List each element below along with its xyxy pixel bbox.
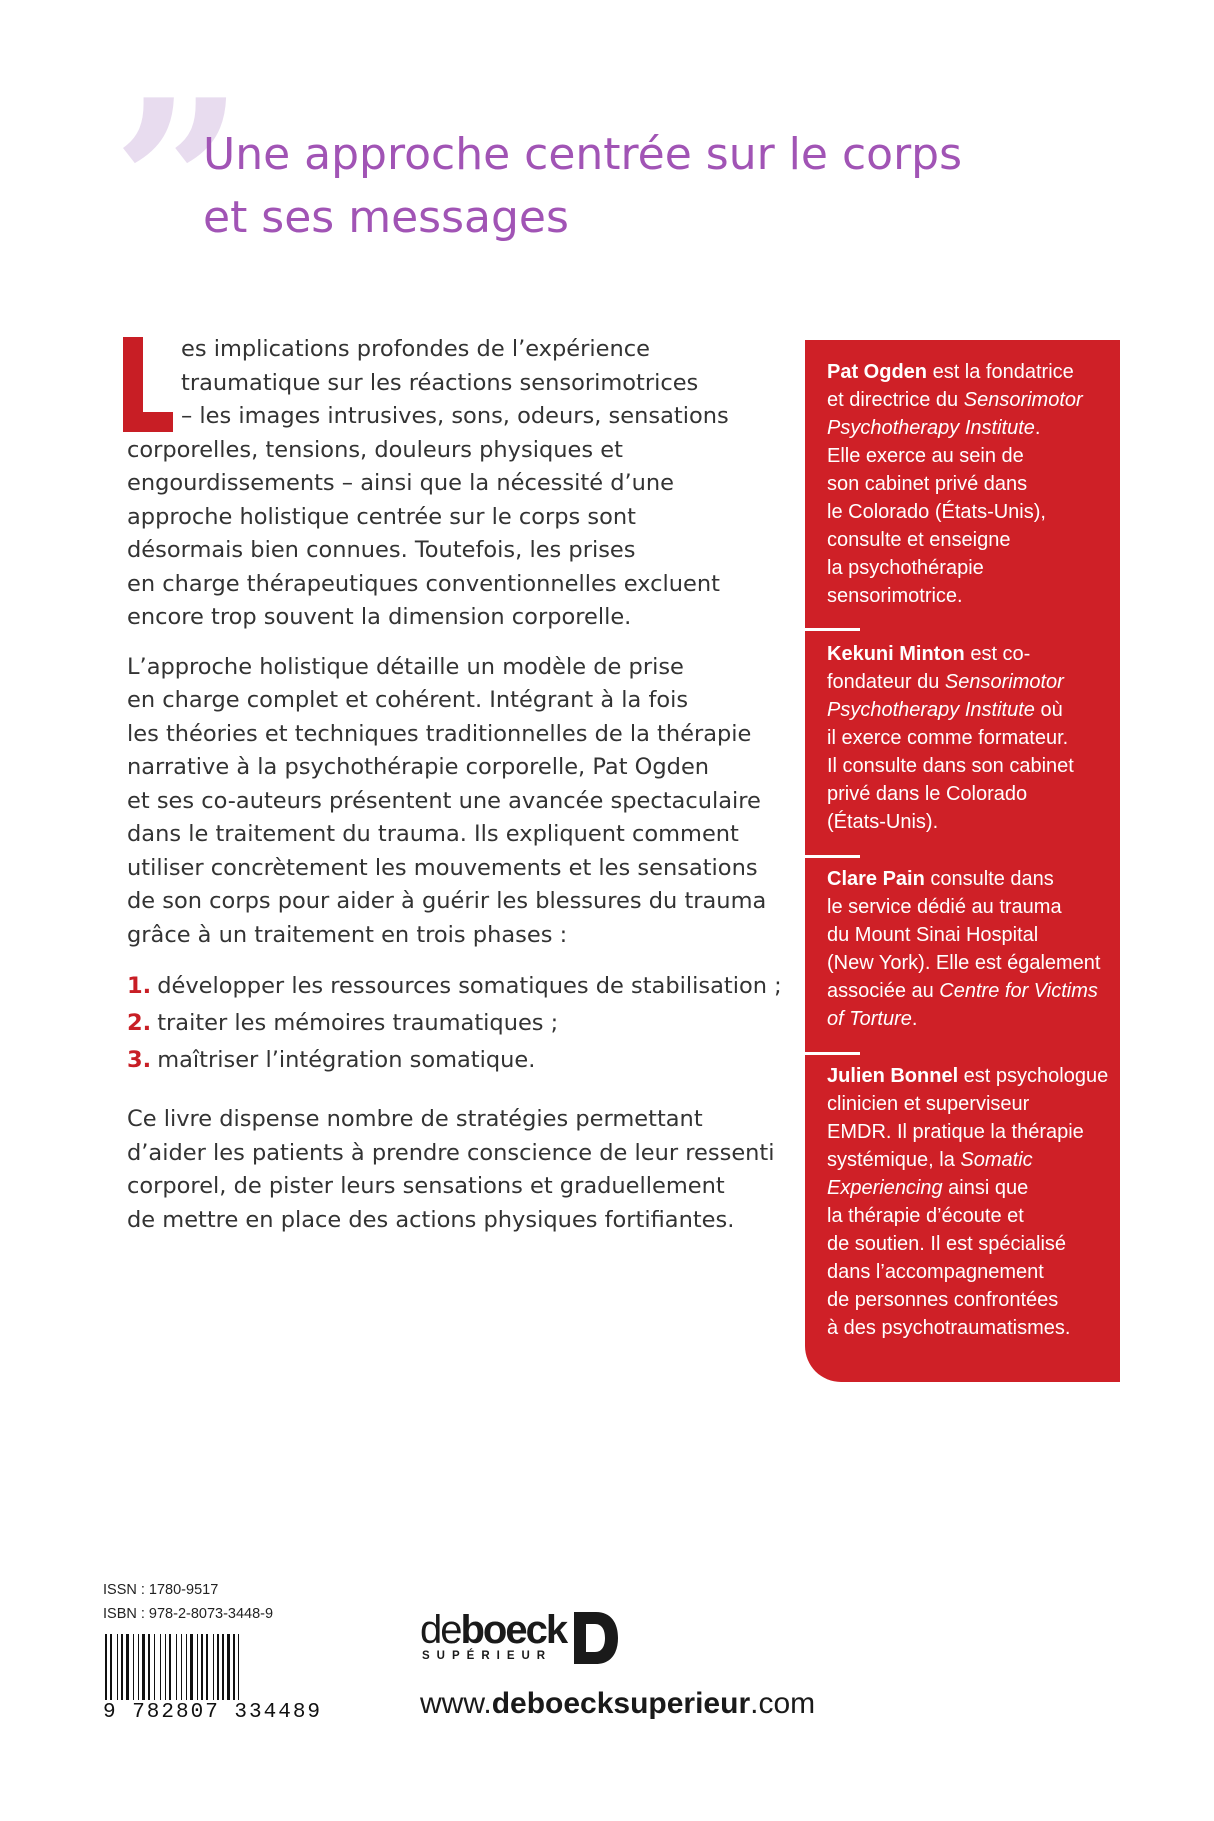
text-line: Ce livre dispense nombre de stratégies permettant <box>127 1106 703 1132</box>
bio-text: il exerce comme formateur. <box>827 727 1069 749</box>
bio-italic: Somatic <box>960 1149 1033 1171</box>
text-line: les théories et techniques traditionnelles de la thérapie <box>127 720 752 747</box>
text-line: de mettre en place des actions physiques fortifiantes. <box>127 1206 735 1233</box>
bio-text: la psychothérapie <box>827 557 984 579</box>
bio-text: EMDR. Il pratique la thérapie <box>827 1121 1084 1143</box>
paragraph-3 <box>127 1103 775 1237</box>
text-line: désormais bien connues. Toutefois, les prises <box>127 537 636 563</box>
web-prefix: www. <box>420 1687 492 1720</box>
divider <box>805 1052 860 1055</box>
barcode-bar <box>142 1634 145 1700</box>
bio-text: fondateur du <box>827 671 945 693</box>
web-domain: deboecksuperieur <box>491 1687 751 1720</box>
barcode-bar <box>201 1634 203 1700</box>
text-line: encore trop souvent la dimension corporelle. <box>127 604 632 630</box>
barcode-bar <box>217 1634 219 1700</box>
bio-text: de soutien. Il est spécialisé <box>827 1233 1067 1255</box>
bio-text: est la fondatrice <box>927 361 1074 383</box>
dropcap-l-icon <box>123 337 173 432</box>
barcode-bar <box>197 1634 198 1700</box>
divider <box>805 628 860 631</box>
text-line: engourdissements – ainsi que la nécessité d’une <box>127 470 674 496</box>
text-line: de son corps pour aider à guérir les blessures du trauma <box>127 888 767 914</box>
paragraph-2 <box>127 651 767 953</box>
bio-text: associée au <box>827 980 940 1002</box>
bio-text: clinicien et superviseur <box>827 1093 1030 1115</box>
barcode-bar <box>227 1634 230 1700</box>
barcode-digits: 9 782807 334489 <box>103 1701 323 1724</box>
text-line: narrative à la psychothérapie corporelle, Pat Ogden <box>127 754 710 780</box>
barcode-bar <box>133 1634 134 1700</box>
divider <box>805 855 860 858</box>
bio-text: le service dédié au trauma <box>827 896 1062 918</box>
text-line: corporelles, tensions, douleurs physiques et <box>127 436 623 463</box>
bio-italic: Psychotherapy Institute <box>827 417 1035 439</box>
bio-pat-ogden <box>827 358 1117 610</box>
list-text: traiter les mémoires traumatiques ; <box>157 1010 559 1036</box>
bio-italic: Sensorimotor <box>963 389 1083 411</box>
barcode-bar <box>222 1634 224 1700</box>
bio-text: la thérapie d’écoute et <box>827 1205 1024 1227</box>
bio-text: Il consulte dans son cabinet <box>827 755 1074 777</box>
barcode-bar <box>176 1634 177 1700</box>
barcode-bar <box>233 1634 235 1700</box>
barcode-bar <box>181 1634 182 1700</box>
headline-line-2: et ses messages <box>203 192 569 243</box>
bio-text: de personnes confrontées <box>827 1289 1059 1311</box>
bio-text: consulte et enseigne <box>827 529 1011 551</box>
barcode-bar <box>213 1634 214 1700</box>
text-line: et ses co-auteurs présentent une avancée spectaculaire <box>127 787 761 814</box>
issn: ISSN : 1780-9517 <box>103 1582 219 1598</box>
publication-codes <box>103 1578 273 1626</box>
bio-text: où <box>1034 699 1063 721</box>
bio-text: du Mount Sinai Hospital <box>827 924 1039 946</box>
author-name: Kekuni Minton <box>827 643 965 665</box>
isbn: ISBN : 978-2-8073-3448-9 <box>103 1606 274 1622</box>
text-line: d’aider les patients à prendre conscience de leur ressenti <box>127 1139 775 1166</box>
logo-wordmark <box>420 1608 566 1652</box>
barcode-bar <box>121 1634 123 1700</box>
author-sidebar <box>805 340 1120 1382</box>
text-line: approche holistique centrée sur le corps sont <box>127 503 636 530</box>
text-line: en charge thérapeutiques conventionnelles excluent <box>127 570 720 597</box>
bio-italic: Sensorimotor <box>944 671 1064 693</box>
publisher-logo <box>420 1608 640 1668</box>
barcode-bar <box>206 1634 208 1700</box>
web-suffix: .com <box>750 1687 816 1720</box>
bio-text: est psychologue <box>958 1065 1109 1087</box>
bio-text: est co- <box>964 643 1031 665</box>
barcode-bar <box>160 1634 161 1700</box>
bio-text: (New York). Elle est également <box>827 952 1101 974</box>
bio-clare-pain <box>827 865 1117 1033</box>
author-name: Clare Pain <box>827 868 925 890</box>
bio-text: sensorimotrice. <box>827 585 963 607</box>
barcode-bar <box>105 1634 107 1700</box>
bio-text: à des psychotraumatismes. <box>827 1317 1071 1339</box>
logo-d-icon <box>570 1610 620 1666</box>
bio-text: (États-Unis). <box>827 811 939 833</box>
barcode-bar <box>148 1634 150 1700</box>
bio-text: consulte dans <box>924 868 1054 890</box>
text-line: dans le traitement du trauma. Ils expliquent comment <box>127 821 739 847</box>
barcode-bar <box>238 1634 239 1700</box>
bio-text: et directrice du <box>827 389 964 411</box>
logo-de: de <box>420 1608 461 1652</box>
bio-text: son cabinet privé dans <box>827 473 1028 495</box>
phases-list <box>127 968 782 1079</box>
text-line: en charge complet et cohérent. Intégrant à la fois <box>127 687 689 713</box>
bio-italic: Centre for Victims <box>939 980 1098 1002</box>
list-number: 2. <box>127 1010 152 1036</box>
bio-text: . <box>911 1008 918 1030</box>
barcode-bar <box>138 1634 139 1700</box>
list-item <box>127 968 782 1005</box>
text-line: es implications profondes de l’expérience <box>181 336 650 362</box>
logo-subtitle: SUPÉRIEUR <box>422 1650 553 1662</box>
barcode-bar <box>190 1634 193 1700</box>
text-line: traumatique sur les réactions sensorimotrices <box>181 369 699 396</box>
bio-kekuni-minton <box>827 640 1117 836</box>
paragraph-1 <box>127 333 767 635</box>
body-text <box>127 333 782 1253</box>
barcode <box>103 1634 300 1700</box>
author-name: Julien Bonnel <box>827 1065 959 1087</box>
list-text: développer les ressources somatiques de stabilisation ; <box>157 973 782 999</box>
barcode-bar <box>126 1634 129 1700</box>
bio-italic: Experiencing <box>827 1177 943 1199</box>
list-text: maîtriser l’intégration somatique. <box>157 1047 536 1073</box>
publisher-website[interactable] <box>420 1687 815 1721</box>
barcode-bar <box>186 1634 187 1700</box>
headline <box>203 123 1023 249</box>
list-number: 1. <box>127 973 152 999</box>
bio-text: dans l’accompagnement <box>827 1261 1044 1283</box>
quote-mark-icon: ” <box>112 50 245 320</box>
barcode-bar <box>165 1634 166 1700</box>
bio-text: . <box>1034 417 1041 439</box>
bio-italic: of Torture <box>827 1008 912 1030</box>
logo-boeck: boeck <box>460 1608 567 1652</box>
text-line: L’approche holistique détaille un modèle de prise <box>127 653 684 680</box>
author-name: Pat Ogden <box>827 361 928 383</box>
bio-text: le Colorado (États-Unis), <box>827 501 1046 523</box>
text-line: grâce à un traitement en trois phases : <box>127 921 568 948</box>
bio-text: systémique, la <box>827 1149 961 1171</box>
text-line: corporel, de pister leurs sensations et graduellement <box>127 1173 725 1199</box>
barcode-bar <box>169 1634 171 1700</box>
bio-julien-bonnel <box>827 1062 1117 1342</box>
list-number: 3. <box>127 1047 152 1073</box>
bio-text: privé dans le Colorado <box>827 783 1028 805</box>
list-item <box>127 1005 767 1042</box>
text-line: – les images intrusives, sons, odeurs, sensations <box>181 403 729 429</box>
barcode-bar <box>154 1634 155 1700</box>
bio-text: Elle exerce au sein de <box>827 445 1024 467</box>
barcode-bar <box>110 1634 112 1700</box>
headline-line-1: Une approche centrée sur le corps <box>203 129 963 180</box>
bio-italic: Psychotherapy Institute <box>827 699 1035 721</box>
bio-text: ainsi que <box>942 1177 1029 1199</box>
barcode-bar <box>117 1634 118 1700</box>
list-item <box>127 1042 767 1079</box>
text-line: utiliser concrètement les mouvements et les sensations <box>127 854 758 881</box>
